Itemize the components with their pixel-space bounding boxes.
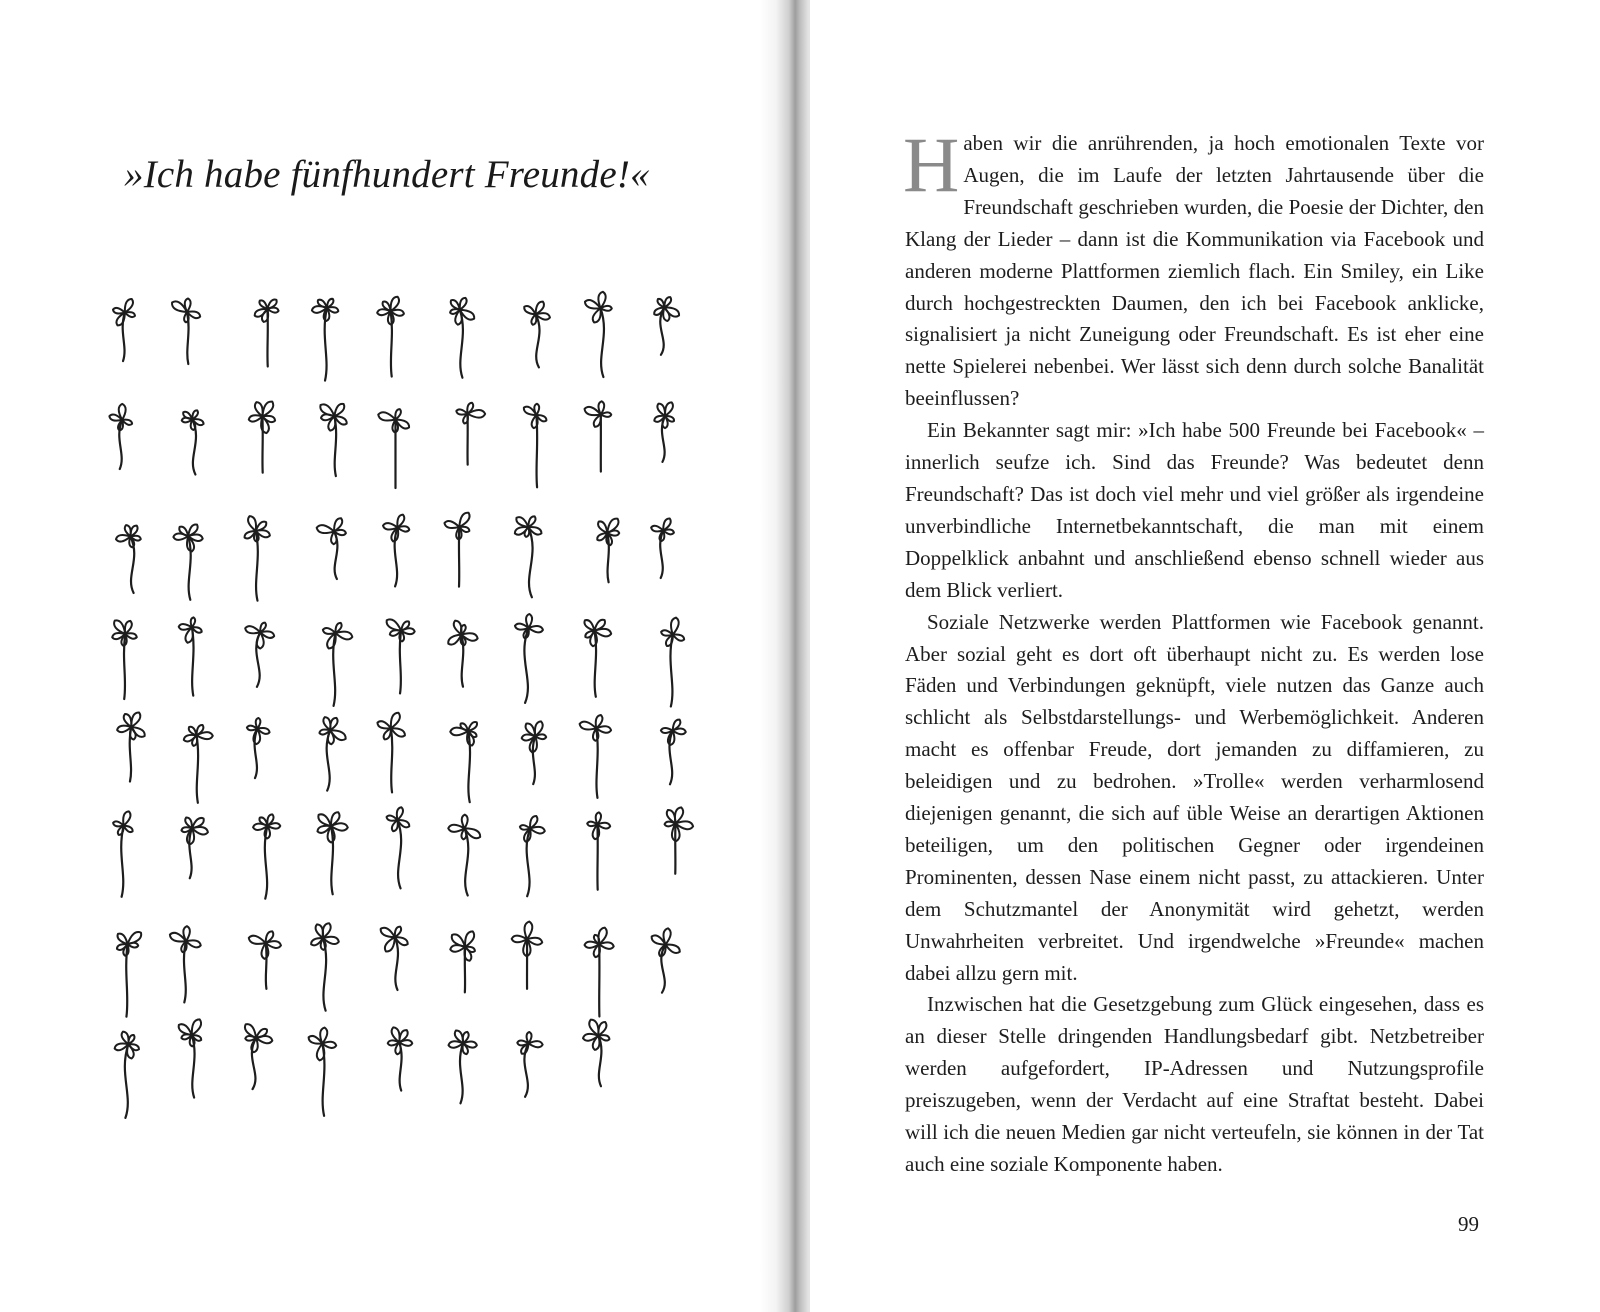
hand-drawn-flower	[173, 524, 202, 599]
hand-drawn-flower	[652, 928, 680, 992]
hand-drawn-flower	[179, 617, 202, 695]
hand-drawn-flower	[378, 409, 409, 488]
paragraph-1-text: aben wir die anrührenden, ja hoch emotionalen Texte vor Augen, die im Laufe der letzten Jahrtausende über die Freundschaft geschrieben wurden, die Poesie der Dichter, den Klang der Lieder – dann ist die Kommunikation via Facebook und anderen moderne Plattformen ziemlich flach. Ein Smiley, ein Like durch hochgestreckten Daumen, den ich bei Facebook anklicke, signalisiert ja nicht Zuneigung oder Freundschaft. Es ist eher eine nette Spielerei nebenbei. Wer lässt sich denn durch solche Banalität beeinflussen?	[905, 131, 1484, 411]
flower-illustration	[95, 290, 725, 1130]
hand-drawn-flower	[661, 720, 686, 785]
paragraph-4: Inzwischen hat die Gesetzgebung zum Glück eingesehen, dass es an dieser Stelle dringenden Handlungsbedarf gibt. Netzbetreiber werden aufgefordert, IP-Adressen und Nutzungsprofile preiszugeben, wenn der Verdacht auf eine Straftat besteht. Dabei will ich die neuen Medien gar nicht verteufeln, sie können in der Tat auch eine soziale Komponente haben.	[905, 992, 1484, 1176]
hand-drawn-flower	[317, 812, 347, 894]
chapter-title: »Ich habe fünfhundert Freunde!«	[124, 153, 650, 196]
hand-drawn-flower	[181, 818, 207, 879]
hand-drawn-flower	[309, 1028, 337, 1116]
hand-drawn-flower	[381, 927, 408, 990]
hand-drawn-flower	[116, 525, 141, 593]
paragraph-1	[903, 121, 1484, 415]
hand-drawn-flower	[524, 302, 550, 368]
hand-drawn-flower	[654, 297, 679, 355]
hand-drawn-flower	[448, 1031, 476, 1104]
hand-drawn-flower	[319, 717, 345, 790]
hand-drawn-flower	[117, 712, 145, 781]
hand-drawn-flower	[515, 614, 543, 703]
hand-drawn-flower	[387, 807, 410, 888]
hand-drawn-flower	[249, 931, 281, 988]
hand-drawn-flower	[245, 516, 270, 601]
hand-drawn-flower	[253, 814, 280, 898]
hand-drawn-flower	[115, 1032, 139, 1118]
hand-drawn-flower	[583, 1020, 609, 1087]
hand-drawn-flower	[247, 718, 270, 778]
hand-drawn-flower	[520, 816, 545, 896]
drop-cap: H	[903, 121, 960, 208]
left-page	[0, 0, 790, 1312]
hand-drawn-flower	[317, 518, 346, 579]
hand-drawn-flower	[320, 404, 346, 476]
hand-drawn-flower	[512, 922, 543, 989]
hand-drawn-flower	[170, 926, 201, 1002]
hand-drawn-flower	[249, 402, 275, 473]
hand-drawn-flower	[580, 715, 611, 798]
hand-drawn-flower	[448, 815, 480, 896]
hand-drawn-flower	[515, 516, 542, 597]
hand-drawn-flower	[665, 807, 694, 873]
hand-drawn-flower	[587, 812, 610, 889]
hand-drawn-flower	[654, 402, 674, 461]
hand-drawn-flower	[522, 721, 547, 784]
hand-drawn-flower	[255, 299, 279, 366]
page-number: 99	[1458, 1212, 1479, 1236]
hand-drawn-flower	[585, 292, 612, 377]
body-text	[903, 121, 1484, 1181]
hand-drawn-flower	[517, 1032, 542, 1097]
hand-drawn-flower	[450, 298, 474, 378]
hand-drawn-flower	[450, 931, 475, 992]
hand-drawn-flower	[597, 519, 619, 583]
hand-drawn-flower	[311, 923, 339, 1010]
hand-drawn-flower	[448, 621, 477, 687]
hand-drawn-flower	[585, 401, 612, 471]
hand-drawn-flower	[377, 713, 404, 793]
hand-drawn-flower	[312, 299, 338, 381]
hand-drawn-flower	[113, 299, 135, 361]
hand-drawn-flower	[182, 410, 204, 474]
hand-drawn-flower	[117, 932, 141, 1017]
hand-drawn-flower	[113, 811, 133, 896]
hand-drawn-flower	[323, 623, 352, 706]
hand-drawn-flower	[388, 1027, 413, 1090]
hand-drawn-flower	[245, 1024, 272, 1089]
hand-drawn-flower	[184, 725, 213, 803]
hand-drawn-flower	[661, 618, 684, 707]
hand-drawn-flower	[524, 404, 547, 488]
hand-drawn-flower	[112, 620, 137, 699]
hand-drawn-flower	[651, 518, 674, 578]
hand-drawn-flower	[383, 515, 409, 587]
hand-drawn-flower	[456, 403, 485, 465]
hand-drawn-flower	[245, 623, 274, 687]
hand-drawn-flower	[584, 620, 611, 697]
paragraph-3: Soziale Netzwerke werden Plattformen wie Facebook genannt. Aber sozial geht es dort oft überhaupt nicht zu. Es werden lose Fäden und Verbindungen geknüpft, viele nutzen das Ganze auch schlicht als Selbstdarstellungs- und Werbemöglichkeit. Anderen macht es offenbar Freude, dort jemanden zu diffamieren, zu beleidigen und zu bedrohen. »Trolle« werden verharmlosend diejenigen genannt, die sich auf üble Weise an derartigen Aktionen beteiligen, um den politischen Gegner oder irgendeinen Prominenten, dessen Nase einem nicht passt, zu attackieren. Unter dem Schutzmantel der Anonymität wird gehetzt, werden Unwahrheiten verbreitet. Und irgendwelche »Freunde« machen dabei allzu gern mit.	[905, 609, 1484, 985]
hand-drawn-flower	[387, 619, 415, 693]
hand-drawn-flower	[377, 297, 404, 377]
hand-drawn-flower	[109, 404, 132, 469]
hand-drawn-flower	[450, 722, 477, 802]
paragraph-2: Ein Bekannter sagt mir: »Ich habe 500 Freunde bei Facebook« – innerlich seufze ich. Sind das Freunde? Was bedeutet denn Freundschaft? Das ist doch viel mehr und viel größer als irgendeine unverbindliche Internetbekanntschaft, die man mit einem Doppelklick anbahnt und anschließend ebenso schnell wieder aus dem Blick verliert.	[905, 418, 1484, 602]
hand-drawn-flower	[179, 1019, 202, 1097]
hand-drawn-flower	[585, 928, 614, 1017]
hand-drawn-flower	[444, 513, 469, 587]
hand-drawn-flower	[172, 298, 200, 364]
